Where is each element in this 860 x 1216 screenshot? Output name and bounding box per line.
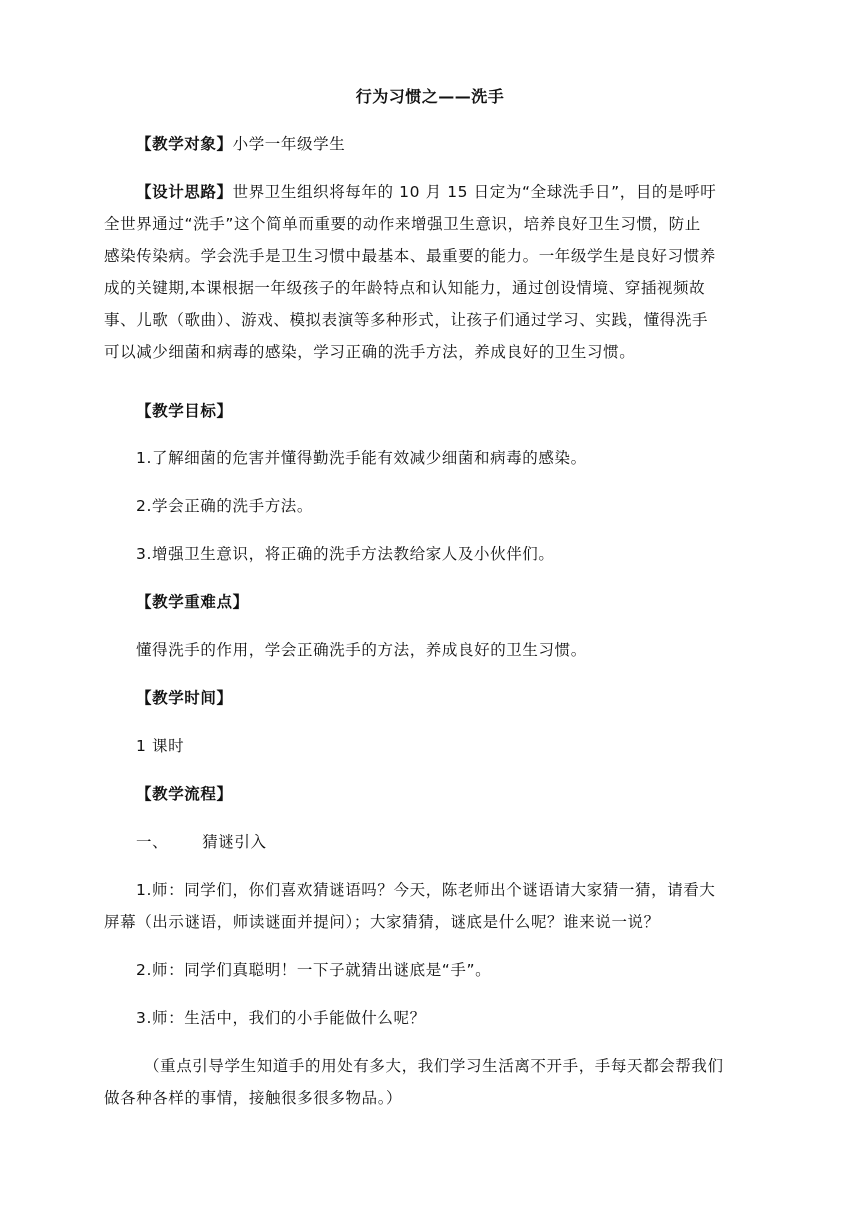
step-2: 2.师：同学们真聪明！一下子就猜出谜底是“手”。	[136, 961, 492, 979]
goal-item-1: 1.了解细菌的危害并懂得勤洗手能有效减少细菌和病毒的感染。	[136, 449, 587, 467]
teaching-goals-heading: 【教学目标】	[136, 402, 233, 420]
section-1-heading	[136, 830, 267, 852]
step-1-line-2: 屏幕（出示谜语，师读谜面并提问）；大家猜猜，谜底是什么呢？谁来说一说？	[104, 913, 660, 931]
teaching-object-value: 小学一年级学生	[232, 135, 346, 153]
design-idea-line-6: 可以减少细菌和病毒的感染，学习正确的洗手方法，养成良好的卫生习惯。	[104, 343, 636, 361]
goal-item-2: 2.学会正确的洗手方法。	[136, 497, 313, 515]
section-1-title: 猜谜引入	[202, 833, 267, 851]
note-line-1: （重点引导学生知道手的用处有多大，我们学习生活离不开手，手每天都会帮我们	[144, 1057, 724, 1075]
design-idea-line-2: 全世界通过“洗手”这个简单而重要的动作来增强卫生意识，培养良好卫生习惯，防止	[104, 215, 701, 233]
section-1-number: 一、	[136, 833, 169, 851]
teaching-object-line	[136, 132, 345, 154]
design-idea-label: 【设计思路】	[136, 183, 233, 201]
design-idea-line-5: 事、儿歌（歌曲）、游戏、模拟表演等多种形式，让孩子们通过学习、实践，懂得洗手	[104, 311, 709, 329]
note-line-2: 做各种各样的事情，接触很多很多物品。）	[104, 1089, 403, 1107]
goal-item-3: 3.增强卫生意识，将正确的洗手方法教给家人及小伙伴们。	[136, 545, 555, 563]
step-1-line-1: 1.师：同学们，你们喜欢猜谜语吗？今天，陈老师出个谜语请大家猜一猜，请看大	[136, 881, 716, 899]
design-idea-line-3: 感染传染病。学会洗手是卫生习惯中最基本、最重要的能力。一年级学生是良好习惯养	[104, 247, 716, 265]
key-points-text: 懂得洗手的作用，学会正确洗手的方法，养成良好的卫生习惯。	[136, 641, 587, 659]
design-idea-text: 世界卫生组织将每年的 10 月 15 日定为“全球洗手日”，目的是呼吁	[232, 183, 717, 201]
design-idea-line-4: 成的关键期,本课根据一年级孩子的年龄特点和认知能力，通过创设情境、穿插视频故	[104, 279, 706, 297]
teaching-flow-heading: 【教学流程】	[136, 785, 233, 803]
document-title: 行为习惯之——洗手	[355, 87, 505, 106]
teaching-time-heading: 【教学时间】	[136, 689, 233, 707]
key-points-heading: 【教学重难点】	[136, 593, 249, 611]
teaching-time-value: 1 课时	[136, 737, 185, 755]
step-3: 3.师：生活中，我们的小手能做什么呢？	[136, 1009, 426, 1027]
design-idea-line-1	[136, 180, 716, 202]
teaching-object-label: 【教学对象】	[136, 135, 233, 153]
